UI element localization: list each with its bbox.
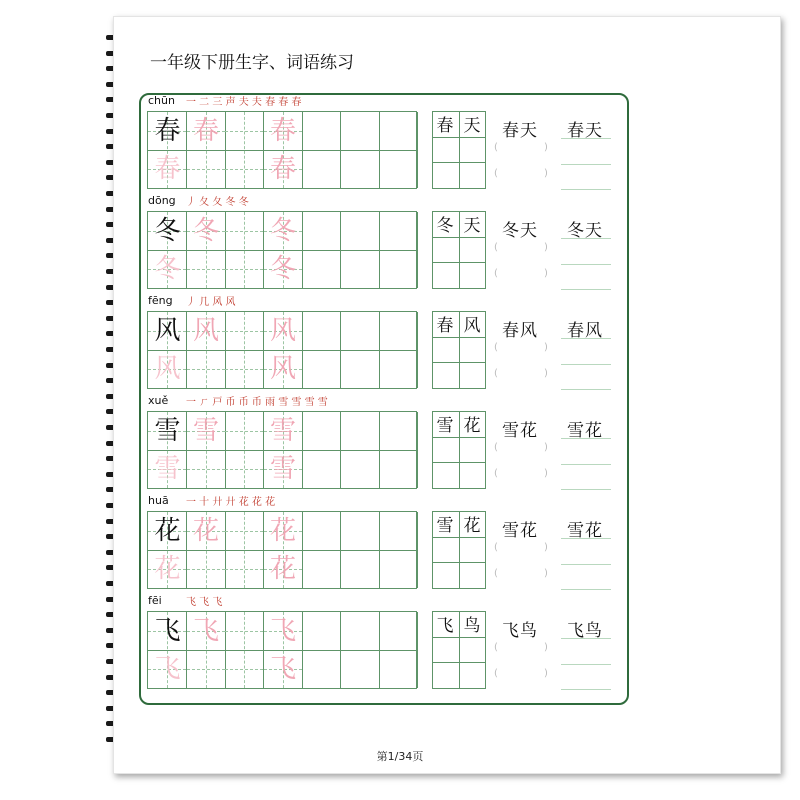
word-char: 风 — [463, 316, 481, 336]
model-character: 冬 — [154, 254, 181, 284]
blank-parenthesis[interactable]: ) — [544, 468, 548, 479]
writing-line[interactable] — [561, 689, 611, 690]
blank-parenthesis[interactable]: ( — [494, 168, 498, 179]
grid-cell[interactable] — [379, 312, 418, 388]
blank-parenthesis[interactable]: ) — [544, 142, 548, 153]
model-character: 雪 — [192, 416, 219, 446]
model-character: 花 — [154, 554, 181, 584]
word-char: 花 — [463, 516, 481, 536]
vocab-word: 冬天 — [567, 221, 603, 241]
grid-cell[interactable] — [341, 612, 380, 688]
blank-parenthesis[interactable]: ( — [494, 668, 498, 679]
grid-cell[interactable] — [302, 412, 341, 488]
model-character: 雪 — [269, 454, 296, 484]
model-character: 春 — [154, 116, 181, 146]
model-character: 花 — [192, 516, 219, 546]
model-character: 春 — [269, 116, 296, 146]
word-char: 天 — [463, 216, 481, 236]
pinyin-label: huā — [148, 494, 169, 507]
blank-parenthesis[interactable]: ) — [544, 568, 548, 579]
practice-row — [0, 494, 800, 594]
word-char: 鸟 — [463, 616, 481, 636]
writing-grid — [147, 611, 417, 689]
grid-cell[interactable] — [302, 112, 341, 188]
writing-line[interactable] — [561, 138, 611, 139]
grid-cell[interactable] — [379, 412, 418, 488]
pinyin-label: xuě — [148, 394, 169, 407]
practice-row — [0, 294, 800, 394]
model-character: 春 — [192, 116, 219, 146]
grid-cell[interactable] — [225, 612, 264, 688]
writing-line[interactable] — [561, 189, 611, 190]
grid-cell[interactable] — [225, 112, 264, 188]
vocab-word: 飞鸟 — [502, 621, 538, 641]
model-character: 风 — [154, 354, 181, 384]
writing-line[interactable] — [561, 238, 611, 239]
stroke-order: 一 ㄏ 戸 币 币 币 雨 雪 雪 雪 雪 — [186, 397, 328, 408]
grid-cell[interactable] — [302, 312, 341, 388]
model-character: 飞 — [269, 654, 296, 684]
writing-grid — [147, 111, 417, 189]
grid-cell[interactable] — [379, 212, 418, 288]
vocab-word: 春风 — [502, 321, 538, 341]
word-char: 春 — [436, 116, 454, 136]
writing-line[interactable] — [561, 564, 611, 565]
model-character: 冬 — [269, 216, 296, 246]
writing-line[interactable] — [561, 264, 611, 265]
writing-line[interactable] — [561, 164, 611, 165]
model-character: 飞 — [269, 616, 296, 646]
writing-grid — [147, 411, 417, 489]
blank-parenthesis[interactable]: ) — [544, 342, 548, 353]
grid-cell[interactable] — [225, 412, 264, 488]
grid-cell[interactable] — [225, 212, 264, 288]
blank-parenthesis[interactable]: ( — [494, 142, 498, 153]
model-character: 冬 — [269, 254, 296, 284]
vocab-word: 春风 — [567, 321, 603, 341]
stroke-order: 一 十 廾 廾 花 花 花 — [186, 497, 276, 508]
blank-parenthesis[interactable]: ) — [544, 168, 548, 179]
writing-line[interactable] — [561, 664, 611, 665]
blank-parenthesis[interactable]: ) — [544, 242, 548, 253]
practice-row — [0, 394, 800, 494]
grid-cell[interactable] — [225, 512, 264, 588]
blank-parenthesis[interactable]: ( — [494, 468, 498, 479]
blank-parenthesis[interactable]: ( — [494, 442, 498, 453]
page-number: 第1/34页 — [376, 750, 424, 763]
vocab-word: 雪花 — [502, 521, 538, 541]
writing-line[interactable] — [561, 638, 611, 639]
grid-cell[interactable] — [302, 612, 341, 688]
stroke-order: 丿 几 风 风 — [186, 297, 236, 308]
writing-line[interactable] — [561, 364, 611, 365]
grid-cell[interactable] — [225, 312, 264, 388]
blank-parenthesis[interactable]: ) — [544, 542, 548, 553]
grid-cell[interactable] — [379, 112, 418, 188]
blank-parenthesis[interactable]: ) — [544, 368, 548, 379]
stroke-order: 丿 夂 夂 冬 冬 — [186, 197, 249, 208]
pinyin-label: fēi — [148, 594, 162, 607]
grid-cell[interactable] — [341, 112, 380, 188]
writing-grid — [147, 511, 417, 589]
model-character: 春 — [154, 154, 181, 184]
blank-parenthesis[interactable]: ( — [494, 542, 498, 553]
blank-parenthesis[interactable]: ) — [544, 268, 548, 279]
model-character: 飞 — [154, 616, 181, 646]
practice-row — [0, 594, 800, 694]
writing-line[interactable] — [561, 538, 611, 539]
grid-cell[interactable] — [341, 212, 380, 288]
word-char: 花 — [463, 416, 481, 436]
blank-parenthesis[interactable]: ( — [494, 368, 498, 379]
model-character: 雪 — [154, 454, 181, 484]
word-char: 雪 — [436, 416, 454, 436]
vocab-word: 飞鸟 — [567, 621, 603, 641]
model-character: 飞 — [154, 654, 181, 684]
grid-cell[interactable] — [302, 212, 341, 288]
practice-row — [0, 194, 800, 294]
model-character: 春 — [269, 154, 296, 184]
word-char: 冬 — [436, 216, 454, 236]
model-character: 雪 — [269, 416, 296, 446]
model-character: 花 — [269, 516, 296, 546]
writing-line[interactable] — [561, 289, 611, 290]
word-char: 飞 — [436, 616, 454, 636]
model-character: 风 — [269, 316, 296, 346]
writing-line[interactable] — [561, 464, 611, 465]
practice-row — [0, 94, 800, 194]
word-char: 雪 — [436, 516, 454, 536]
writing-line[interactable] — [561, 389, 611, 390]
writing-line[interactable] — [561, 589, 611, 590]
blank-parenthesis[interactable]: ( — [494, 568, 498, 579]
writing-grid — [147, 211, 417, 289]
grid-cell[interactable] — [302, 512, 341, 588]
grid-cell[interactable] — [341, 512, 380, 588]
grid-cell[interactable] — [341, 412, 380, 488]
pinyin-label: fēng — [148, 294, 173, 307]
word-char: 天 — [463, 116, 481, 136]
blank-parenthesis[interactable]: ) — [544, 642, 548, 653]
vocab-word: 春天 — [567, 121, 603, 141]
model-character: 雪 — [154, 416, 181, 446]
vocab-word: 雪花 — [567, 521, 603, 541]
pinyin-label: dōng — [148, 194, 176, 207]
writing-grid — [147, 311, 417, 389]
model-character: 花 — [154, 516, 181, 546]
model-character: 风 — [154, 316, 181, 346]
model-character: 冬 — [154, 216, 181, 246]
vocab-word: 冬天 — [502, 221, 538, 241]
vocab-word: 春天 — [502, 121, 538, 141]
blank-parenthesis[interactable]: ( — [494, 268, 498, 279]
model-character: 风 — [269, 354, 296, 384]
model-character: 飞 — [192, 616, 219, 646]
model-character: 冬 — [192, 216, 219, 246]
grid-cell[interactable] — [379, 612, 418, 688]
writing-line[interactable] — [561, 338, 611, 339]
vocab-word: 雪花 — [567, 421, 603, 441]
writing-line[interactable] — [561, 438, 611, 439]
page-title: 一年级下册生字、词语练习 — [150, 53, 354, 73]
stroke-order: 飞 飞 飞 — [186, 597, 223, 608]
writing-line[interactable] — [561, 489, 611, 490]
pinyin-label: chūn — [148, 94, 175, 107]
blank-parenthesis[interactable]: ( — [494, 342, 498, 353]
blank-parenthesis[interactable]: ) — [544, 668, 548, 679]
grid-cell[interactable] — [341, 312, 380, 388]
blank-parenthesis[interactable]: ) — [544, 442, 548, 453]
model-character: 花 — [269, 554, 296, 584]
word-char: 春 — [436, 316, 454, 336]
stroke-order: 一 二 三 声 夫 夫 春 春 春 — [186, 97, 302, 108]
blank-parenthesis[interactable]: ( — [494, 242, 498, 253]
model-character: 风 — [192, 316, 219, 346]
grid-cell[interactable] — [379, 512, 418, 588]
blank-parenthesis[interactable]: ( — [494, 642, 498, 653]
vocab-word: 雪花 — [502, 421, 538, 441]
